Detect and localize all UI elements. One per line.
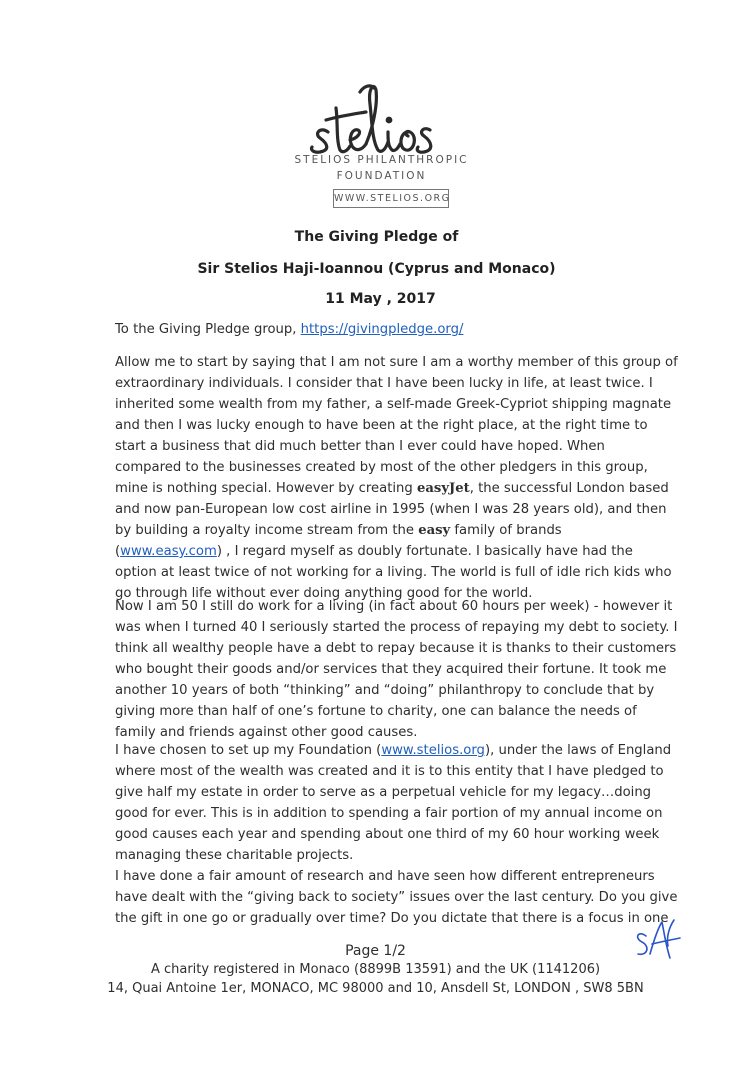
text-line (115, 740, 675, 761)
salutation-text: To the Giving Pledge group, (115, 322, 301, 337)
charity-registration: A charity registered in Monaco (8899B 13591) and the UK (1141206) (150, 962, 601, 977)
text-segment: ), under the laws of England (484, 743, 672, 758)
page-number: Page 1/2 (345, 943, 406, 959)
stelios-logo (300, 70, 480, 162)
text-line: giving more than half of one’s fortune to charity, one can balance the needs of (115, 704, 637, 719)
website-box: WWW.STELIOS.ORG (333, 189, 449, 208)
text-line: start a business that did much better than I ever could have hoped. When (115, 439, 605, 454)
text-segment: by building a royalty income stream from the (115, 523, 419, 538)
easyjet-brand: easyJet (416, 481, 470, 496)
text-line: and then I was lucky enough to have been at the right place, at the right time to (115, 418, 648, 433)
text-line: compared to the businesses created by most of the other pledgers in this group, (115, 460, 648, 475)
text-line: I have done a fair amount of research and have seen how different entrepreneurs (115, 869, 655, 884)
text-line: was when I turned 40 I seriously started the process of repaying my debt to society. I (115, 620, 678, 635)
text-line: option at least twice of not working for a living. The world is full of idle rich kids who (115, 565, 672, 580)
text-segment: , the successful London based (469, 481, 669, 496)
text-line: give half my estate in order to serve as a perpetual vehicle for my legacy…doing (115, 785, 652, 800)
text-line: extraordinary individuals. I consider that I have been lucky in life, at least twice. I (115, 376, 653, 391)
text-segment: ) , I regard myself as doubly fortunate. I basically have had the (216, 544, 633, 559)
text-line: and now pan-European low cost airline in 1995 (when I was 28 years old), and then (115, 502, 667, 517)
text-line: have dealt with the “giving back to society” issues over the last century. Do you give (115, 890, 678, 905)
text-line: where most of the wealth was created and it is to this entity that I have pledged to (115, 764, 664, 779)
givingpledge-link[interactable]: https://givingpledge.org/ (300, 322, 464, 337)
text-line: who bought their goods and/or services that they acquired their fortune. It took me (115, 662, 667, 677)
document-title: The Giving Pledge of (294, 229, 459, 245)
easy-brand: easy (418, 523, 451, 538)
paragraph-4 (115, 866, 678, 929)
text-line: another 10 years of both “thinking” and “doing” philanthropy to conclude that by (115, 683, 655, 698)
text-line: good for ever. This is in addition to spending a fair portion of my annual income on (115, 806, 663, 821)
salutation (115, 319, 675, 340)
text-segment: family of brands (450, 523, 562, 538)
text-line (115, 541, 675, 562)
org-name-line1: STELIOS PHILANTHROPIC (294, 154, 469, 166)
stelios-org-link[interactable]: www.stelios.org (381, 743, 485, 758)
document-date: 11 May , 2017 (325, 291, 436, 307)
text-line: think all wealthy people have a debt to repay because it is thanks to their customers (115, 641, 677, 656)
text-line: family and friends against other good causes. (115, 725, 418, 740)
text-line (115, 520, 675, 541)
paragraph-1 (115, 352, 678, 604)
paragraph-2 (115, 596, 678, 743)
easy-com-link[interactable]: www.easy.com (120, 544, 217, 559)
text-segment: mine is nothing special. However by creating (115, 481, 417, 496)
text-line: managing these charitable projects. (115, 848, 354, 863)
document-subtitle: Sir Stelios Haji-Ioannou (Cyprus and Monaco) (197, 261, 556, 277)
text-line: Allow me to start by saying that I am not sure I am a worthy member of this group of (115, 355, 678, 370)
paragraph-3 (115, 740, 675, 866)
address-line: 14, Quai Antoine 1er, MONACO, MC 98000 and 10, Ansdell St, LONDON , SW8 5BN (107, 981, 644, 996)
text-line: the gift in one go or gradually over time? Do you dictate that there is a focus in one (115, 911, 669, 926)
org-name-line2: FOUNDATION (336, 170, 427, 182)
text-segment: ( (115, 544, 121, 559)
text-line (115, 478, 675, 499)
text-line: Now I am 50 I still do work for a living (in fact about 60 hours per week) - however it (115, 599, 673, 614)
text-segment: I have chosen to set up my Foundation ( (115, 743, 382, 758)
text-line: good causes each year and spending about one third of my 60 hour working week (115, 827, 660, 842)
text-line: inherited some wealth from my father, a self-made Greek-Cypriot shipping magnate (115, 397, 672, 412)
text-line: go through life without ever doing anything good for the world. (115, 586, 533, 601)
